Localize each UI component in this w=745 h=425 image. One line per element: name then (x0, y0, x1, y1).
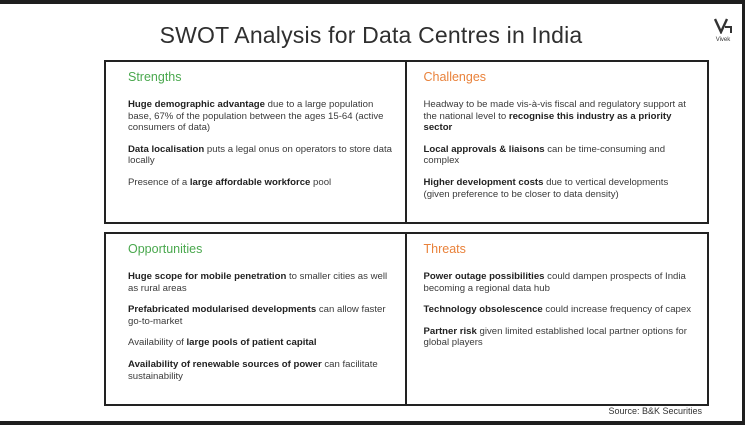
item-emphasis: large pools of patient capital (186, 337, 317, 349)
swot-bottom-row (104, 232, 709, 406)
item-text: Availability of (128, 337, 187, 349)
page-title: SWOT Analysis for Data Centres in India (159, 22, 583, 48)
threats-item (424, 326, 696, 349)
opportunities-item (128, 304, 393, 327)
item-emphasis: Availability of renewable sources of power (128, 358, 322, 370)
opportunities-item (128, 337, 393, 349)
opportunities-item (128, 271, 393, 294)
item-emphasis: large affordable workforce (189, 176, 311, 188)
threats-item (424, 304, 696, 316)
strengths-item (128, 99, 393, 134)
opportunities-item (128, 359, 393, 382)
item-emphasis: Partner risk (423, 325, 477, 337)
item-emphasis: recognise this industry as a priority sector (423, 110, 672, 134)
strengths-item (128, 177, 393, 189)
item-emphasis: Data localisation (128, 143, 205, 155)
item-emphasis: Huge demographic advantage (128, 99, 266, 110)
threats-quadrant (407, 234, 708, 404)
opportunities-heading: Opportunities (128, 242, 203, 256)
v-logo-icon (714, 18, 732, 34)
swot-top-row (104, 60, 709, 224)
item-text: can allow faster go-to-market (128, 304, 386, 327)
slide (0, 4, 742, 421)
item-text: could dampen prospects of India becoming a regional data hub (423, 271, 686, 294)
item-emphasis: Local approvals & liaisons (423, 143, 545, 155)
threats-list (424, 271, 696, 349)
item-text: given limited established local partner options for global players (423, 325, 687, 349)
threats-item (424, 271, 696, 294)
item-emphasis: Higher development costs (423, 176, 544, 188)
item-emphasis: Prefabricated modularised developments (128, 304, 317, 316)
strengths-quadrant (106, 62, 407, 222)
challenges-item (424, 177, 696, 200)
item-text: could increase frequency of capex (542, 304, 692, 316)
opportunities-list (128, 271, 393, 382)
challenges-item (424, 99, 696, 134)
item-text: Presence of a (128, 176, 190, 188)
item-text: can be time-consuming and complex (423, 143, 666, 167)
strengths-list (128, 99, 393, 189)
item-text: due to vertical developments (given preference to be closer to data density) (423, 176, 669, 200)
item-emphasis: Power outage possibilities (423, 271, 545, 282)
item-text: due to a large population base, 67% of the population between the ages 15-64 (active consumers of data) (128, 99, 384, 134)
logo-text: Vivek (715, 37, 731, 43)
item-text: to smaller cities as well as rural areas (128, 271, 388, 294)
item-emphasis: Technology obsolescence (423, 304, 543, 316)
source-note: Source: B&K Securities (608, 406, 702, 416)
item-text: puts a legal onus on operators to store data locally (128, 143, 392, 167)
item-text: Headway to be made vis-à-vis fiscal and regulatory support at the national level to (423, 99, 686, 122)
challenges-quadrant (407, 62, 708, 222)
threats-heading: Threats (423, 242, 466, 256)
item-text: can facilitate sustainability (128, 358, 378, 382)
challenges-heading: Challenges (423, 70, 487, 84)
strengths-heading: Strengths (128, 70, 182, 84)
opportunities-quadrant (106, 234, 407, 404)
item-text: pool (310, 176, 332, 188)
challenges-item (424, 144, 696, 167)
item-emphasis: Huge scope for mobile penetration (128, 271, 287, 282)
logo (710, 18, 736, 43)
challenges-list (424, 99, 696, 200)
strengths-item (128, 144, 393, 167)
